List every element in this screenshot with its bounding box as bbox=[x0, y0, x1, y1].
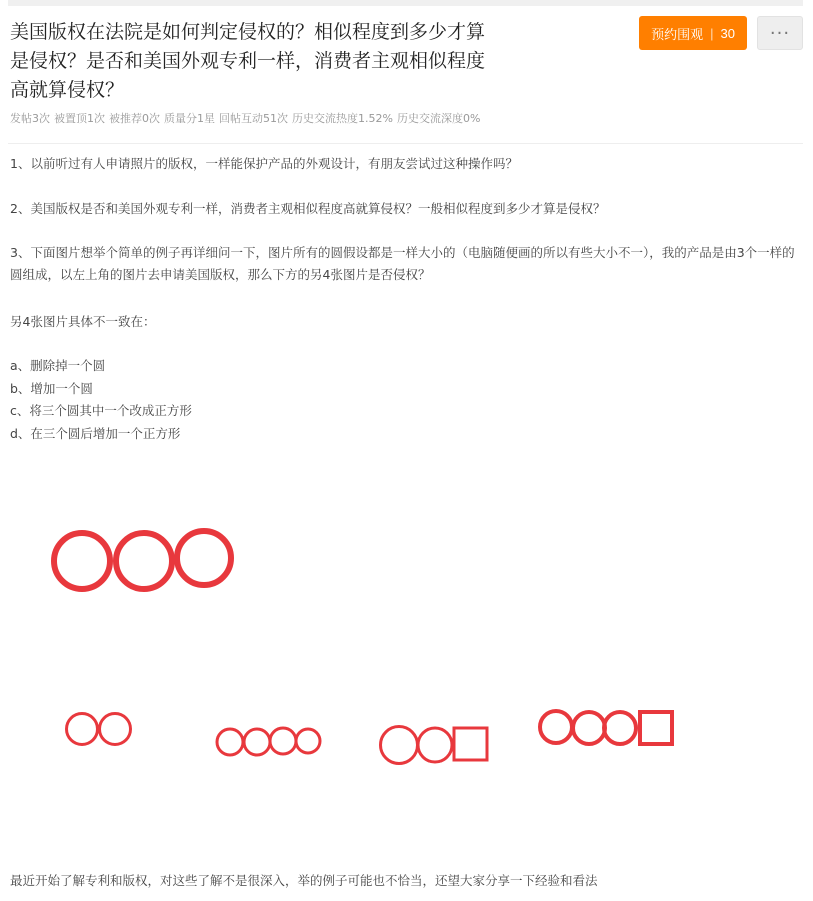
reserve-watch-count: 30 bbox=[720, 25, 735, 41]
circle-shape bbox=[244, 729, 270, 755]
list-item: d、在三个圆后增加一个正方形 bbox=[10, 425, 181, 441]
stat-item: 被置顶1次 bbox=[54, 112, 105, 125]
square-shape bbox=[454, 728, 487, 760]
reserve-watch-button[interactable] bbox=[639, 16, 747, 50]
circle-shape bbox=[217, 729, 243, 755]
stat-item: 回帖互动51次 bbox=[219, 112, 288, 125]
list-item: a、删除掉一个圆 bbox=[10, 358, 106, 373]
square-shape bbox=[640, 712, 672, 744]
author-stats bbox=[10, 110, 480, 126]
top-bar bbox=[8, 0, 803, 6]
circle-shape bbox=[540, 711, 572, 743]
circle-shape bbox=[381, 727, 418, 764]
circle-shape bbox=[67, 714, 98, 745]
variant-d bbox=[540, 711, 672, 744]
title-line: 美国版权在法院是如何判定侵权的？相似程度到多少才算 bbox=[10, 21, 486, 43]
reserve-watch-label: 预约围观 bbox=[651, 26, 704, 42]
button-separator: | bbox=[710, 25, 714, 41]
list-item: b、增加一个圆 bbox=[10, 380, 93, 396]
circle-shape bbox=[296, 729, 320, 753]
circle-shape bbox=[100, 714, 131, 745]
variant-c bbox=[381, 727, 488, 764]
title-line: 高就算侵权？ bbox=[10, 79, 125, 101]
circle-shape bbox=[418, 728, 452, 762]
variant-a bbox=[67, 714, 131, 745]
paragraph: 另4张图片具体不一致在： bbox=[10, 314, 156, 329]
circle-shape bbox=[54, 533, 110, 589]
stat-item: 质量分1星 bbox=[164, 112, 215, 125]
circle-shape bbox=[604, 712, 636, 744]
divider bbox=[8, 143, 803, 144]
closing-note: 最近开始了解专利和版权，对这些了解不是很深入，举的例子可能也不恰当，还望大家分享一下经验和看法 bbox=[10, 873, 598, 888]
example-figure bbox=[0, 450, 813, 860]
title-line: 是侵权？是否和美国外观专利一样，消费者主观相似程度 bbox=[10, 50, 486, 72]
more-button[interactable] bbox=[757, 16, 803, 50]
stat-item: 历史交流深度0% bbox=[396, 112, 481, 125]
paragraph: 3、下面图片想举个简单的例子再详细问一下，图片所有的圆假设都是一样大小的（电脑随便画的所以有些大小不一），我的产品是由3个一样的圆组成，以左上角的图片去申请美国版权，那么下方的另4张图片是否侵权？ bbox=[10, 245, 795, 282]
post-title bbox=[10, 18, 530, 105]
list-item: c、将三个圆其中一个改成正方形 bbox=[10, 403, 192, 418]
circle-shape bbox=[573, 712, 605, 744]
circle-shape bbox=[177, 531, 231, 585]
paragraph: 1、以前听过有人申请照片的版权，一样能保护产品的外观设计，有朋友尝试过这种操作吗？ bbox=[10, 156, 518, 171]
stat-item: 历史交流热度1.52% bbox=[292, 112, 393, 125]
ellipsis-icon: ··· bbox=[769, 22, 791, 44]
original-design bbox=[54, 531, 231, 589]
circle-shape bbox=[270, 728, 296, 754]
circle-shape bbox=[116, 533, 172, 589]
stat-item: 发帖3次 bbox=[10, 112, 50, 125]
stat-item: 被推荐0次 bbox=[109, 112, 160, 125]
difference-list bbox=[10, 355, 192, 445]
variant-b bbox=[217, 728, 320, 755]
post-actions bbox=[639, 16, 803, 50]
paragraph: 2、美国版权是否和美国外观专利一样，消费者主观相似程度高就算侵权？一般相似程度到多少才算是侵权？ bbox=[10, 201, 606, 216]
